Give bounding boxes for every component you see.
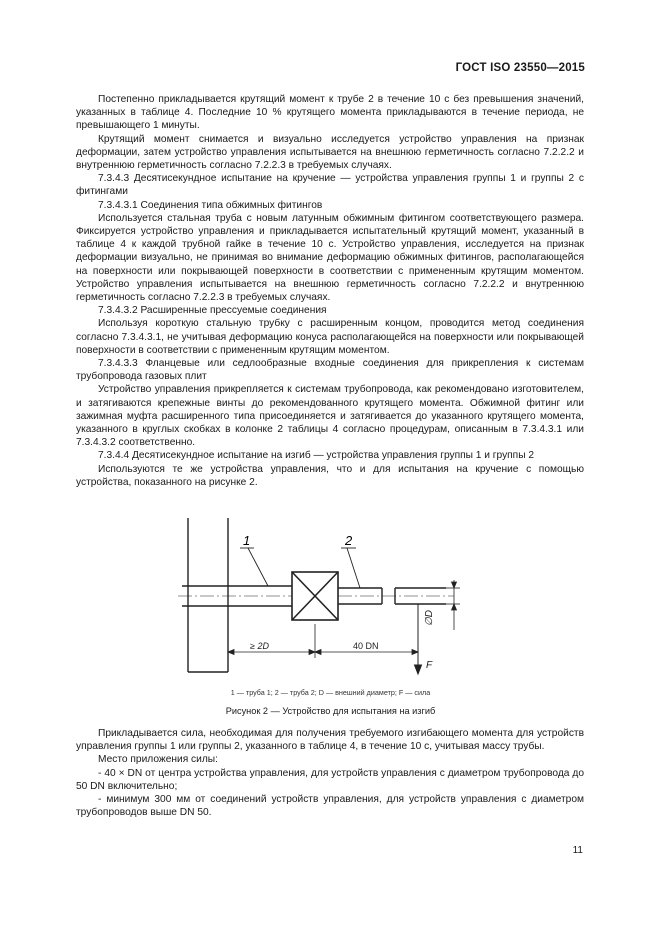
paragraph: Постепенно прикладывается крутящий момент к трубе 2 в течение 10 с без превышения значений, указанных в таблице 4. Последние 10 % крутящего момента прикладываются в течение периода, не превышающего 1 минуты. [76, 94, 584, 132]
paragraph: Устройство управления прикрепляется к системам трубопровода, как рекомендовано изготовителем, и затягиваются крепежные винты до рекомендованного крутящего момента. Обжимной фитинг или зажимная муфта расширенного типа присоединяется и затягивается до указанного крутящего момента, указанного в круглых скобках в колонке 2 таблицы 4 согласно процедурам, описанным в 7.3.4.3.1 или 7.3.4.3.2 соответственно. [76, 384, 584, 449]
list-item: - минимум 300 мм от соединений устройств управления, для устройств управления с диаметром трубопроводов выше DN 50. [76, 794, 584, 819]
document-header: ГОСТ ISO 23550—2015 [455, 62, 585, 74]
label-force: F [426, 660, 433, 671]
pipe-2 [338, 588, 454, 604]
pipe-1 [178, 586, 292, 606]
label-40dn: 40 DN [353, 641, 379, 651]
distance-dimensions [228, 624, 418, 658]
paragraph: Место приложения силы: [98, 754, 218, 766]
label-pipe-2: 2 [345, 533, 353, 548]
paragraph: Прикладывается сила, необходимая для получения требуемого изгибающего момента для устройств управления группы 1 или группы 2, указанного в таблице 4, в течение 10 с, учитывая массу трубы. [76, 728, 584, 753]
body-text-top [76, 93, 584, 489]
callout-1 [240, 533, 268, 586]
callout-2 [341, 533, 360, 588]
support-column [188, 518, 228, 672]
bending-test-figure [170, 506, 470, 706]
paragraph: Крутящий момент снимается и визуально исследуется устройство управления на признак деформации, затем устройство управления испытывается на внешнюю герметичность согласно 7.2.2.2 и внутреннюю герметичность согласно 7.2.2.3 в требуемых случаях. [76, 133, 584, 172]
paragraph: Используется стальная труба с новым латунным обжимным фитингом соответствующего размера. Фиксируется устройство управления и прикладывается испытательный крутящий момент, указанный в таблице 4 к каждой трубной гайке в течение 10 с. Устройство управления, исследуется на признак деформации визуально, не принимая во внимание деформацию обжимных фитингов, располагающейся на поверхности или покрывающей поверхности в соответствии с примененным крутящим моментом. Устройство управления испытывается на внешнюю герметичность согласно 7.2.2.2 и внутреннюю герметичность согласно 7.2.2.3 в требуемых случаях. [76, 212, 584, 304]
label-pipe-1: 1 [243, 533, 251, 548]
figure-caption: Рисунок 2 — Устройство для испытания на изгиб [225, 706, 436, 716]
label-min-distance: ≥ 2D [250, 641, 269, 651]
section-heading: 7.3.4.3 Десятисекундное испытание на кручение — устройства управления группы 1 и группы 2 с фитингами [76, 173, 584, 198]
label-diameter: ∅D [424, 610, 435, 626]
figure-legend: 1 — труба 1; 2 — труба 2; D — внешний диаметр; F — сила [230, 688, 431, 697]
paragraph: Используются те же устройства управления, что и для испытания на кручение с помощью устройства, показанного на рисунке 2. [76, 463, 584, 488]
paragraph: Используя короткую стальную трубку с расширенным концом, проводится метод соединения согласно 7.3.4.3.1, не учитывая деформацию конуса располагающейся на поверхности или покрывающей поверхности в соответствии с примененным крутящим моментом. [76, 318, 584, 356]
body-text-bottom [76, 727, 584, 819]
control-device [292, 572, 338, 620]
section-heading: 7.3.4.3.1 Соединения типа обжимных фитингов [98, 199, 323, 211]
page-number: 11 [572, 845, 583, 856]
section-heading: 7.3.4.4 Десятисекундное испытание на изгиб — устройства управления группы 1 и группы 2 [98, 450, 535, 462]
section-heading: 7.3.4.3.3 Фланцевые или седлообразные входные соединения для прикрепления к системам трубопровода газовых плит [76, 358, 584, 383]
list-item: - 40 × DN от центра устройства управления, для устройств управления с диаметром трубопровода до 50 DN включительно; [76, 767, 584, 792]
section-heading: 7.3.4.3.2 Расширенные прессуемые соединения [98, 305, 327, 317]
